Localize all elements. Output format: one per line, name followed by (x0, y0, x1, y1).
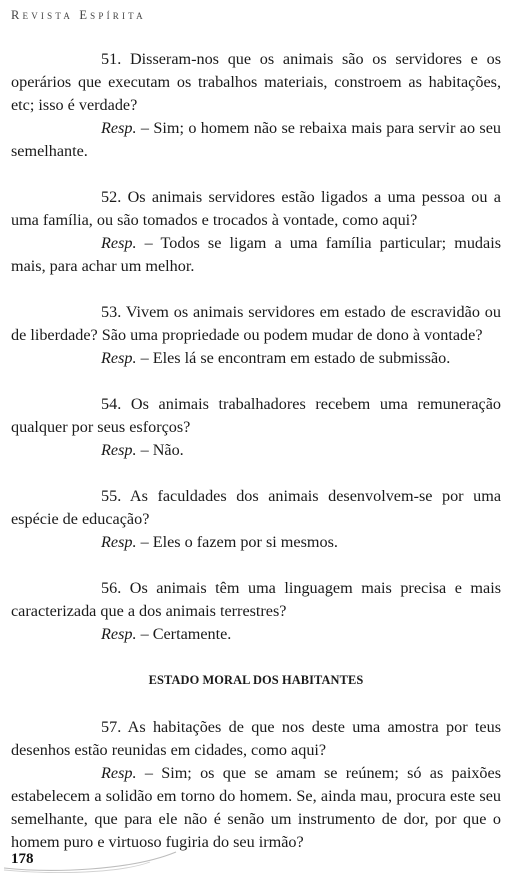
answer-body: – Sim; os que se amam se reúnem; só as paixões estabelecem a solidão em torno do homem. Se, ainda mau, procura este seu semelhante, que para ele não é senão um instrumento de dor, por que o homem puro e virtuoso fugiria do seu irmão? (11, 764, 501, 851)
question-text: 57. As habitações de que nos deste uma amostra por teus desenhos estão reunidas em cidades, como aqui? (11, 718, 501, 759)
question-text: 56. Os animais têm uma linguagem mais precisa e mais caracterizada que a dos animais terrestres? (11, 579, 501, 620)
answer-body: – Certamente. (140, 625, 232, 643)
question-text: 53. Vivem os animais servidores em estado de escravidão ou de liberdade? São uma propriedade ou podem mudar de dono à vontade? (11, 303, 501, 344)
resp-label: Resp. (101, 441, 137, 459)
resp-label: Resp. (101, 625, 137, 643)
resp-label: Resp. (101, 764, 137, 782)
resp-label: Resp. (101, 234, 137, 252)
answer-body: – Não. (140, 441, 184, 459)
question-text: 51. Disseram-nos que os animais são os servidores e os operários que executam os trabalhos materiais, constroem as habitações, etc; isso é verdade? (11, 50, 501, 114)
question-text: 54. Os animais trabalhadores recebem uma remuneração qualquer por seus esforços? (11, 395, 501, 436)
answer-text (11, 623, 501, 646)
section-heading: ESTADO MORAL DOS HABITANTES (148, 673, 364, 687)
answer-text (11, 531, 501, 554)
resp-label: Resp. (101, 119, 137, 137)
answer-text (11, 347, 501, 370)
answer-text (11, 117, 501, 163)
answer-text (11, 439, 501, 462)
page-body (11, 48, 501, 877)
resp-label: Resp. (101, 349, 137, 367)
running-head: Revista Espírita (11, 8, 146, 22)
answer-body: – Eles o fazem por si mesmos. (140, 533, 338, 551)
qa-block-57 (11, 716, 501, 854)
answer-text (11, 762, 501, 854)
qa-block-52 (11, 186, 501, 278)
qa-block-56 (11, 577, 501, 646)
page-number: 178 (11, 851, 34, 867)
qa-block-51 (11, 48, 501, 163)
qa-block-54 (11, 393, 501, 462)
qa-block-53 (11, 301, 501, 370)
question-text: 55. As faculdades dos animais desenvolvem-se por uma espécie de educação? (11, 487, 501, 528)
resp-label: Resp. (101, 533, 137, 551)
answer-body: – Eles lá se encontram em estado de submissão. (140, 349, 451, 367)
question-text: 52. Os animais servidores estão ligados a uma pessoa ou a uma família, ou são tomados e trocados à vontade, como aqui? (11, 188, 501, 229)
qa-block-55 (11, 485, 501, 554)
answer-text (11, 232, 501, 278)
answer-body: – Todos se ligam a uma família particular; mudais mais, para achar um melhor. (11, 234, 501, 275)
answer-body: – Sim; o homem não se rebaixa mais para servir ao seu semelhante. (11, 119, 502, 160)
